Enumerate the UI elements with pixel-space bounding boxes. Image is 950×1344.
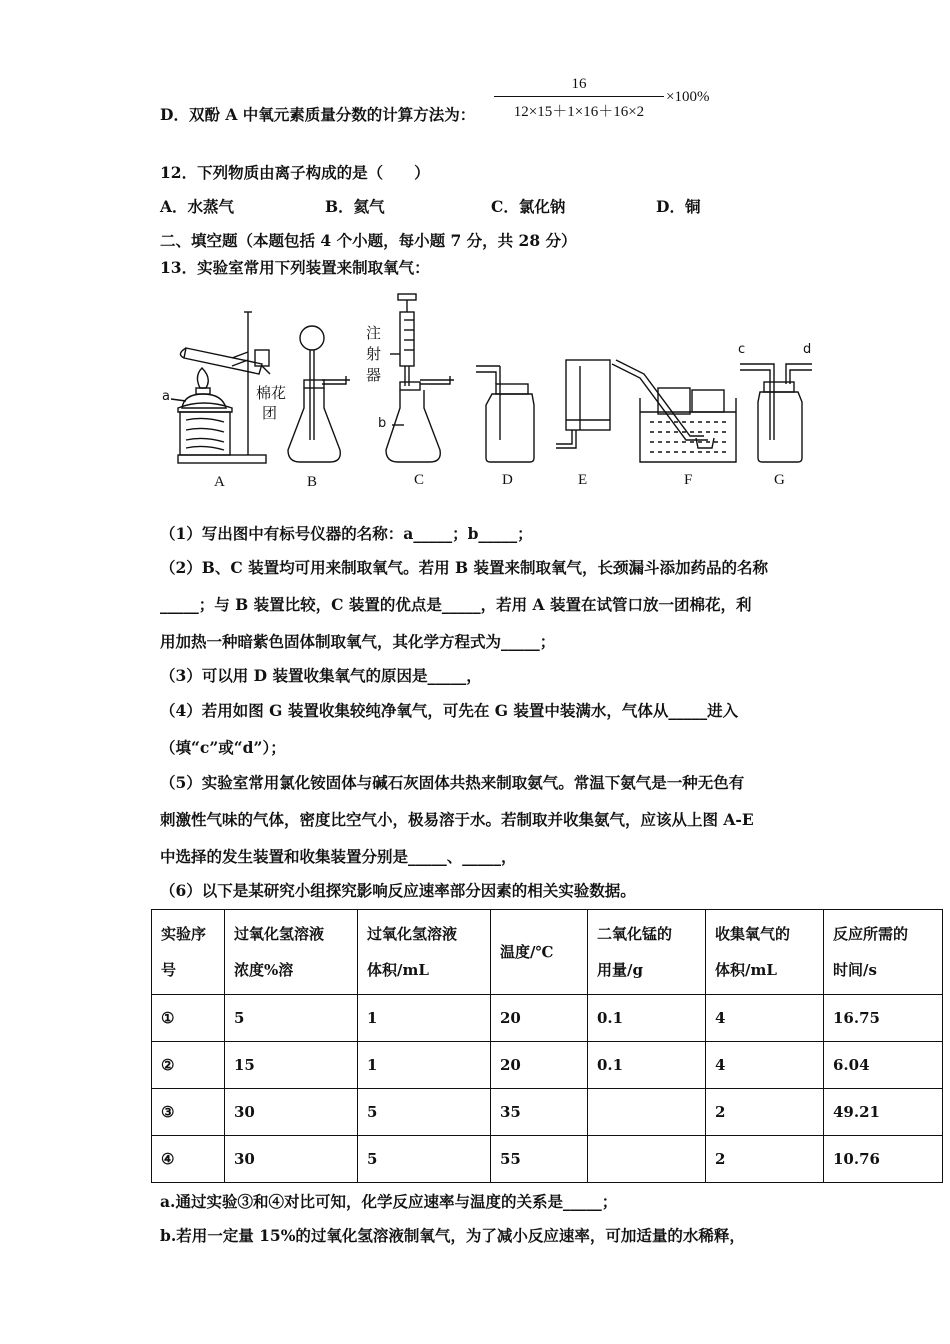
q13-after-line-a: a.通过实验③和④对比可知，化学反应速率与温度的关系是_____； xyxy=(160,1192,618,1211)
apparatus-g-drawing xyxy=(740,364,812,462)
table-cell: 1 xyxy=(358,1042,491,1089)
q12-stem: 12．下列物质由离子构成的是（ ） xyxy=(160,163,430,182)
fraction-denominator: 12×15＋1×16＋16×2 xyxy=(513,104,645,120)
table-cell: 16.75 xyxy=(824,995,943,1042)
q13-line-8: （5）实验室常用氯化铵固体与碱石灰固体共热来制取氨气。常温下氨气是一种无色有 xyxy=(160,773,745,792)
marker-c: c xyxy=(738,342,746,357)
q13-line-11: （6）以下是某研究小组探究影响反应速率部分因素的相关实验数据。 xyxy=(160,881,636,900)
apparatus-e-drawing xyxy=(556,360,610,448)
table-cell: 4 xyxy=(706,995,824,1042)
q13-line-5: （3）可以用 D 装置收集氧气的原因是_____， xyxy=(160,666,482,685)
header-cell: 过氧化氢溶液 浓度%溶 xyxy=(225,910,358,995)
q13-line-7: （填“c”或“d”）； xyxy=(160,738,286,757)
apparatus-label-a: A xyxy=(214,474,225,490)
table-cell: 5 xyxy=(225,995,358,1042)
q13-line-9: 刺激性气味的气体，密度比空气小，极易溶于水。若制取并收集氨气，应该从上图 A-E xyxy=(160,810,754,829)
q12-option-c: C．氯化钠 xyxy=(491,197,566,216)
table-cell: 5 xyxy=(358,1136,491,1183)
table-cell: 49.21 xyxy=(824,1089,943,1136)
q12-option-d: D．铜 xyxy=(656,197,701,216)
table-cell: 1 xyxy=(358,995,491,1042)
table-cell: ① xyxy=(152,995,225,1042)
q13-after-line-b: b.若用一定量 15%的过氧化氢溶液制氧气，为了减小反应速率，可加适量的水稀释， xyxy=(160,1226,745,1245)
apparatus-label-g: G xyxy=(774,472,785,488)
table-cell: ② xyxy=(152,1042,225,1089)
table-cell: 2 xyxy=(706,1089,824,1136)
table-row xyxy=(152,1136,943,1183)
fraction-multiplier: ×100% xyxy=(666,89,710,105)
experiment-data-table xyxy=(151,909,943,1183)
header-cell: 过氧化氢溶液 体积/mL xyxy=(358,910,491,995)
apparatus-c-drawing xyxy=(386,294,454,462)
cotton-label-1: 棉花 xyxy=(256,384,287,402)
apparatus-label-d: D xyxy=(502,472,513,488)
table-cell: 15 xyxy=(225,1042,358,1089)
header-cell: 收集氧气的 体积/mL xyxy=(706,910,824,995)
apparatus-b-drawing xyxy=(288,326,350,462)
apparatus-figure xyxy=(0,0,950,500)
q11-option-d: D．双酚 A 中氧元素质量分数的计算方法为： xyxy=(160,105,476,124)
table-row xyxy=(152,1089,943,1136)
table-cell: 6.04 xyxy=(824,1042,943,1089)
apparatus-d-drawing xyxy=(476,366,534,462)
table-cell: 5 xyxy=(358,1089,491,1136)
apparatus-f-drawing xyxy=(612,360,736,462)
table-cell: 0.1 xyxy=(588,1042,706,1089)
table-cell: 20 xyxy=(491,995,588,1042)
q13-line-2: （2）B、C 装置均可用来制取氧气。若用 B 装置来制取氧气，长颈漏斗添加药品的名称 xyxy=(160,558,769,577)
header-cell: 二氧化锰的 用量/g xyxy=(588,910,706,995)
table-row xyxy=(152,995,943,1042)
q13-line-4: 用加热一种暗紫色固体制取氧气，其化学方程式为_____； xyxy=(160,632,556,651)
syringe-label-2: 射 xyxy=(366,345,382,363)
syringe-label-1: 注 xyxy=(366,324,382,342)
q13-stem: 13．实验室常用下列装置来制取氧气： xyxy=(160,258,430,277)
apparatus-label-b: B xyxy=(307,474,318,490)
section-heading: 二、填空题（本题包括 4 个小题，每小题 7 分，共 28 分） xyxy=(160,231,577,250)
table-cell: 30 xyxy=(225,1089,358,1136)
header-cell: 温度/℃ xyxy=(491,910,588,995)
apparatus-label-e: E xyxy=(578,472,588,488)
q13-line-3: _____；与 B 装置比较，C 装置的优点是_____，若用 A 装置在试管口放一团棉花，利 xyxy=(160,595,752,614)
header-cell: 反应所需的 时间/s xyxy=(824,910,943,995)
apparatus-label-c: C xyxy=(414,472,425,488)
table-cell: 2 xyxy=(706,1136,824,1183)
table-cell xyxy=(588,1136,706,1183)
table-cell: 10.76 xyxy=(824,1136,943,1183)
syringe-label-3: 器 xyxy=(366,366,382,384)
table-cell: 55 xyxy=(491,1136,588,1183)
q12-option-b: B．氦气 xyxy=(325,197,385,216)
q13-line-1: （1）写出图中有标号仪器的名称：a_____；b_____； xyxy=(160,524,533,543)
table-cell: 20 xyxy=(491,1042,588,1089)
marker-a: a xyxy=(162,389,170,404)
marker-b: b xyxy=(378,416,387,431)
fraction-numerator: 16 xyxy=(571,76,587,92)
table-cell: 30 xyxy=(225,1136,358,1183)
table-cell: ③ xyxy=(152,1089,225,1136)
table-cell: ④ xyxy=(152,1136,225,1183)
header-cell: 实验序 号 xyxy=(152,910,225,995)
apparatus-label-f: F xyxy=(684,472,693,488)
q12-option-a: A．水蒸气 xyxy=(160,197,235,216)
cotton-label-2: 团 xyxy=(262,404,278,422)
q13-line-10: 中选择的发生装置和收集装置分别是_____、_____， xyxy=(160,847,517,866)
table-header-row xyxy=(152,910,943,995)
table-cell: 4 xyxy=(706,1042,824,1089)
q13-line-6: （4）若用如图 G 装置收集较纯净氧气，可先在 G 装置中装满水，气体从_____进入 xyxy=(160,701,739,720)
table-row xyxy=(152,1042,943,1089)
table-cell xyxy=(588,1089,706,1136)
table-cell: 35 xyxy=(491,1089,588,1136)
marker-d: d xyxy=(803,342,812,357)
table-cell: 0.1 xyxy=(588,995,706,1042)
